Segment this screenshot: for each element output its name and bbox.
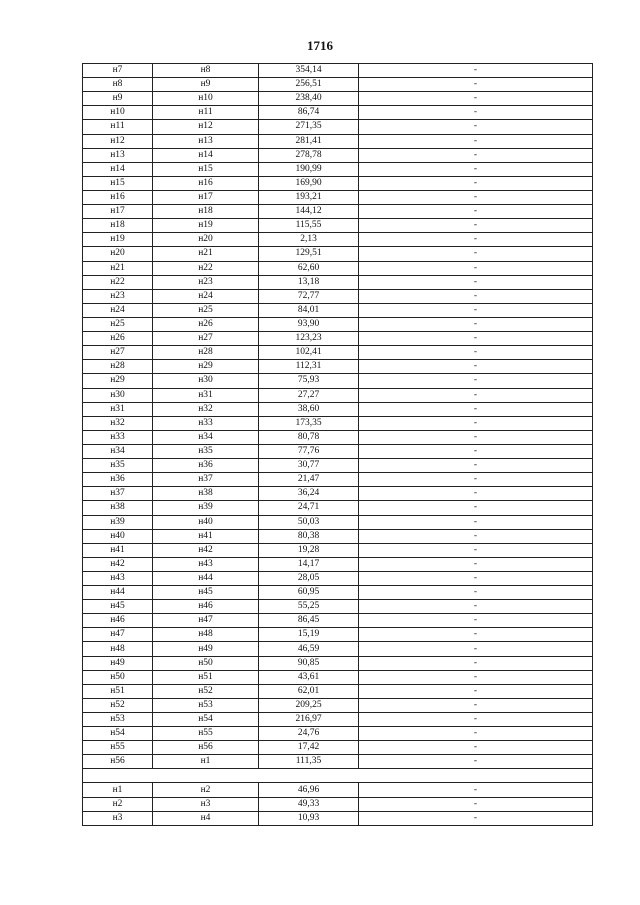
table-row bbox=[83, 148, 593, 162]
from-point-cell: н20 bbox=[83, 247, 153, 261]
length-cell: 86,45 bbox=[259, 614, 359, 628]
length-cell: 55,25 bbox=[259, 600, 359, 614]
to-point-cell: н10 bbox=[153, 92, 259, 106]
length-cell: 123,23 bbox=[259, 332, 359, 346]
table-row bbox=[83, 571, 593, 585]
to-point-cell: н50 bbox=[153, 656, 259, 670]
note-cell: - bbox=[359, 741, 593, 755]
length-cell: 49,33 bbox=[259, 797, 359, 811]
note-cell: - bbox=[359, 529, 593, 543]
table-row bbox=[83, 586, 593, 600]
note-cell: - bbox=[359, 727, 593, 741]
from-point-cell: н15 bbox=[83, 176, 153, 190]
note-cell: - bbox=[359, 374, 593, 388]
from-point-cell: н1 bbox=[83, 783, 153, 797]
from-point-cell: н16 bbox=[83, 190, 153, 204]
table-row bbox=[83, 134, 593, 148]
length-cell: 238,40 bbox=[259, 92, 359, 106]
table-row bbox=[83, 783, 593, 797]
note-cell: - bbox=[359, 275, 593, 289]
table-row bbox=[83, 78, 593, 92]
from-point-cell: н48 bbox=[83, 642, 153, 656]
to-point-cell: н37 bbox=[153, 473, 259, 487]
length-cell: 278,78 bbox=[259, 148, 359, 162]
note-cell: - bbox=[359, 614, 593, 628]
table-row bbox=[83, 430, 593, 444]
length-cell: 50,03 bbox=[259, 515, 359, 529]
from-point-cell: н39 bbox=[83, 515, 153, 529]
from-point-cell: н25 bbox=[83, 317, 153, 331]
length-cell: 36,24 bbox=[259, 487, 359, 501]
table-row bbox=[83, 374, 593, 388]
to-point-cell: н28 bbox=[153, 346, 259, 360]
from-point-cell: н23 bbox=[83, 289, 153, 303]
table-row bbox=[83, 261, 593, 275]
note-cell: - bbox=[359, 670, 593, 684]
table-row bbox=[83, 162, 593, 176]
length-cell: 190,99 bbox=[259, 162, 359, 176]
length-cell: 80,78 bbox=[259, 430, 359, 444]
table-row bbox=[83, 670, 593, 684]
note-cell: - bbox=[359, 317, 593, 331]
length-cell: 256,51 bbox=[259, 78, 359, 92]
table-row bbox=[83, 303, 593, 317]
to-point-cell: н24 bbox=[153, 289, 259, 303]
note-cell: - bbox=[359, 586, 593, 600]
length-cell: 80,38 bbox=[259, 529, 359, 543]
to-point-cell: н46 bbox=[153, 600, 259, 614]
table-row bbox=[83, 176, 593, 190]
from-point-cell: н7 bbox=[83, 64, 153, 78]
from-point-cell: н35 bbox=[83, 459, 153, 473]
to-point-cell: н33 bbox=[153, 416, 259, 430]
note-cell: - bbox=[359, 64, 593, 78]
to-point-cell: н54 bbox=[153, 713, 259, 727]
note-cell: - bbox=[359, 811, 593, 825]
note-cell: - bbox=[359, 303, 593, 317]
to-point-cell: н4 bbox=[153, 811, 259, 825]
from-point-cell: н47 bbox=[83, 628, 153, 642]
length-cell: 90,85 bbox=[259, 656, 359, 670]
note-cell: - bbox=[359, 698, 593, 712]
note-cell: - bbox=[359, 684, 593, 698]
length-cell: 281,41 bbox=[259, 134, 359, 148]
to-point-cell: н21 bbox=[153, 247, 259, 261]
from-point-cell: н55 bbox=[83, 741, 153, 755]
length-cell: 46,59 bbox=[259, 642, 359, 656]
from-point-cell: н41 bbox=[83, 543, 153, 557]
length-cell: 24,76 bbox=[259, 727, 359, 741]
length-cell: 84,01 bbox=[259, 303, 359, 317]
length-cell: 209,25 bbox=[259, 698, 359, 712]
length-cell: 19,28 bbox=[259, 543, 359, 557]
to-point-cell: н29 bbox=[153, 360, 259, 374]
note-cell: - bbox=[359, 656, 593, 670]
to-point-cell: н44 bbox=[153, 571, 259, 585]
from-point-cell: н18 bbox=[83, 219, 153, 233]
table-row bbox=[83, 557, 593, 571]
table-row bbox=[83, 332, 593, 346]
table-row bbox=[83, 755, 593, 769]
to-point-cell: н14 bbox=[153, 148, 259, 162]
table-row bbox=[83, 797, 593, 811]
from-point-cell: н54 bbox=[83, 727, 153, 741]
to-point-cell: н53 bbox=[153, 698, 259, 712]
from-point-cell: н9 bbox=[83, 92, 153, 106]
to-point-cell: н56 bbox=[153, 741, 259, 755]
to-point-cell: н47 bbox=[153, 614, 259, 628]
to-point-cell: н16 bbox=[153, 176, 259, 190]
to-point-cell: н25 bbox=[153, 303, 259, 317]
note-cell: - bbox=[359, 219, 593, 233]
to-point-cell: н49 bbox=[153, 642, 259, 656]
from-point-cell: н31 bbox=[83, 402, 153, 416]
table-row bbox=[83, 515, 593, 529]
from-point-cell: н22 bbox=[83, 275, 153, 289]
table-row bbox=[83, 219, 593, 233]
table-row bbox=[83, 614, 593, 628]
table-row bbox=[83, 247, 593, 261]
length-cell: 27,27 bbox=[259, 388, 359, 402]
from-point-cell: н45 bbox=[83, 600, 153, 614]
length-cell: 93,90 bbox=[259, 317, 359, 331]
length-cell: 10,93 bbox=[259, 811, 359, 825]
table-row bbox=[83, 190, 593, 204]
to-point-cell: н19 bbox=[153, 219, 259, 233]
note-cell: - bbox=[359, 120, 593, 134]
note-cell: - bbox=[359, 755, 593, 769]
to-point-cell: н3 bbox=[153, 797, 259, 811]
length-cell: 62,01 bbox=[259, 684, 359, 698]
to-point-cell: н2 bbox=[153, 783, 259, 797]
table-row bbox=[83, 402, 593, 416]
note-cell: - bbox=[359, 388, 593, 402]
table-row bbox=[83, 698, 593, 712]
to-point-cell: н17 bbox=[153, 190, 259, 204]
note-cell: - bbox=[359, 106, 593, 120]
from-point-cell: н10 bbox=[83, 106, 153, 120]
note-cell: - bbox=[359, 571, 593, 585]
from-point-cell: н44 bbox=[83, 586, 153, 600]
from-point-cell: н14 bbox=[83, 162, 153, 176]
to-point-cell: н32 bbox=[153, 402, 259, 416]
length-cell: 14,17 bbox=[259, 557, 359, 571]
note-cell: - bbox=[359, 430, 593, 444]
table-row bbox=[83, 205, 593, 219]
length-cell: 354,14 bbox=[259, 64, 359, 78]
length-cell: 30,77 bbox=[259, 459, 359, 473]
to-point-cell: н27 bbox=[153, 332, 259, 346]
from-point-cell: н13 bbox=[83, 148, 153, 162]
length-cell: 193,21 bbox=[259, 190, 359, 204]
to-point-cell: н26 bbox=[153, 317, 259, 331]
table-row bbox=[83, 416, 593, 430]
table-row bbox=[83, 388, 593, 402]
length-cell: 21,47 bbox=[259, 473, 359, 487]
table-row bbox=[83, 529, 593, 543]
note-cell: - bbox=[359, 557, 593, 571]
length-cell: 24,71 bbox=[259, 501, 359, 515]
from-point-cell: н36 bbox=[83, 473, 153, 487]
note-cell: - bbox=[359, 783, 593, 797]
note-cell: - bbox=[359, 642, 593, 656]
to-point-cell: н42 bbox=[153, 543, 259, 557]
table-row bbox=[83, 233, 593, 247]
note-cell: - bbox=[359, 543, 593, 557]
note-cell: - bbox=[359, 332, 593, 346]
length-cell: 86,74 bbox=[259, 106, 359, 120]
table-row bbox=[83, 642, 593, 656]
table-row bbox=[83, 600, 593, 614]
from-point-cell: н42 bbox=[83, 557, 153, 571]
length-cell: 112,31 bbox=[259, 360, 359, 374]
note-cell: - bbox=[359, 92, 593, 106]
table-row bbox=[83, 106, 593, 120]
from-point-cell: н52 bbox=[83, 698, 153, 712]
table-row bbox=[83, 360, 593, 374]
from-point-cell: н28 bbox=[83, 360, 153, 374]
table-row bbox=[83, 275, 593, 289]
from-point-cell: н33 bbox=[83, 430, 153, 444]
table-row bbox=[83, 459, 593, 473]
to-point-cell: н9 bbox=[153, 78, 259, 92]
to-point-cell: н23 bbox=[153, 275, 259, 289]
table-row bbox=[83, 684, 593, 698]
table-row bbox=[83, 346, 593, 360]
length-cell: 60,95 bbox=[259, 586, 359, 600]
note-cell: - bbox=[359, 360, 593, 374]
table-row bbox=[83, 656, 593, 670]
to-point-cell: н15 bbox=[153, 162, 259, 176]
to-point-cell: н11 bbox=[153, 106, 259, 120]
to-point-cell: н41 bbox=[153, 529, 259, 543]
length-cell: 111,35 bbox=[259, 755, 359, 769]
table-row bbox=[83, 473, 593, 487]
table-row bbox=[83, 487, 593, 501]
table-row bbox=[83, 543, 593, 557]
length-cell: 144,12 bbox=[259, 205, 359, 219]
to-point-cell: н22 bbox=[153, 261, 259, 275]
from-point-cell: н40 bbox=[83, 529, 153, 543]
note-cell: - bbox=[359, 402, 593, 416]
from-point-cell: н46 bbox=[83, 614, 153, 628]
length-cell: 15,19 bbox=[259, 628, 359, 642]
from-point-cell: н8 bbox=[83, 78, 153, 92]
from-point-cell: н3 bbox=[83, 811, 153, 825]
from-point-cell: н37 bbox=[83, 487, 153, 501]
to-point-cell: н1 bbox=[153, 755, 259, 769]
to-point-cell: н30 bbox=[153, 374, 259, 388]
to-point-cell: н51 bbox=[153, 670, 259, 684]
table-row bbox=[83, 727, 593, 741]
length-cell: 129,51 bbox=[259, 247, 359, 261]
note-cell: - bbox=[359, 487, 593, 501]
page-number: 1716 bbox=[307, 38, 333, 53]
to-point-cell: н52 bbox=[153, 684, 259, 698]
length-cell: 46,96 bbox=[259, 783, 359, 797]
length-cell: 77,76 bbox=[259, 444, 359, 458]
note-cell: - bbox=[359, 162, 593, 176]
table-row bbox=[83, 92, 593, 106]
length-cell: 28,05 bbox=[259, 571, 359, 585]
from-point-cell: н11 bbox=[83, 120, 153, 134]
note-cell: - bbox=[359, 416, 593, 430]
to-point-cell: н43 bbox=[153, 557, 259, 571]
from-point-cell: н53 bbox=[83, 713, 153, 727]
table-row bbox=[83, 501, 593, 515]
from-point-cell: н26 bbox=[83, 332, 153, 346]
table-row bbox=[83, 317, 593, 331]
to-point-cell: н38 bbox=[153, 487, 259, 501]
table-row bbox=[83, 64, 593, 78]
to-point-cell: н40 bbox=[153, 515, 259, 529]
note-cell: - bbox=[359, 134, 593, 148]
table-row bbox=[83, 628, 593, 642]
note-cell: - bbox=[359, 346, 593, 360]
note-cell: - bbox=[359, 515, 593, 529]
to-point-cell: н36 bbox=[153, 459, 259, 473]
note-cell: - bbox=[359, 797, 593, 811]
to-point-cell: н31 bbox=[153, 388, 259, 402]
to-point-cell: н39 bbox=[153, 501, 259, 515]
from-point-cell: н21 bbox=[83, 261, 153, 275]
note-cell: - bbox=[359, 261, 593, 275]
from-point-cell: н30 bbox=[83, 388, 153, 402]
from-point-cell: н2 bbox=[83, 797, 153, 811]
length-cell: 43,61 bbox=[259, 670, 359, 684]
note-cell: - bbox=[359, 600, 593, 614]
to-point-cell: н20 bbox=[153, 233, 259, 247]
note-cell: - bbox=[359, 713, 593, 727]
from-point-cell: н12 bbox=[83, 134, 153, 148]
length-cell: 271,35 bbox=[259, 120, 359, 134]
length-cell: 62,60 bbox=[259, 261, 359, 275]
from-point-cell: н43 bbox=[83, 571, 153, 585]
note-cell: - bbox=[359, 289, 593, 303]
length-cell: 38,60 bbox=[259, 402, 359, 416]
from-point-cell: н56 bbox=[83, 755, 153, 769]
note-cell: - bbox=[359, 628, 593, 642]
note-cell: - bbox=[359, 247, 593, 261]
from-point-cell: н34 bbox=[83, 444, 153, 458]
table-row bbox=[83, 713, 593, 727]
from-point-cell: н51 bbox=[83, 684, 153, 698]
from-point-cell: н27 bbox=[83, 346, 153, 360]
table-row bbox=[83, 444, 593, 458]
note-cell: - bbox=[359, 190, 593, 204]
note-cell: - bbox=[359, 78, 593, 92]
length-cell: 13,18 bbox=[259, 275, 359, 289]
to-point-cell: н13 bbox=[153, 134, 259, 148]
note-cell: - bbox=[359, 205, 593, 219]
to-point-cell: н18 bbox=[153, 205, 259, 219]
to-point-cell: н55 bbox=[153, 727, 259, 741]
length-cell: 173,35 bbox=[259, 416, 359, 430]
to-point-cell: н12 bbox=[153, 120, 259, 134]
table-row bbox=[83, 811, 593, 825]
from-point-cell: н32 bbox=[83, 416, 153, 430]
length-cell: 75,93 bbox=[259, 374, 359, 388]
from-point-cell: н17 bbox=[83, 205, 153, 219]
from-point-cell: н29 bbox=[83, 374, 153, 388]
length-cell: 169,90 bbox=[259, 176, 359, 190]
note-cell: - bbox=[359, 473, 593, 487]
note-cell: - bbox=[359, 176, 593, 190]
length-cell: 2,13 bbox=[259, 233, 359, 247]
length-cell: 216,97 bbox=[259, 713, 359, 727]
note-cell: - bbox=[359, 233, 593, 247]
table-row bbox=[83, 120, 593, 134]
from-point-cell: н19 bbox=[83, 233, 153, 247]
length-cell: 72,77 bbox=[259, 289, 359, 303]
table-gap-row bbox=[83, 769, 593, 783]
to-point-cell: н45 bbox=[153, 586, 259, 600]
table-row bbox=[83, 289, 593, 303]
note-cell: - bbox=[359, 501, 593, 515]
from-point-cell: н24 bbox=[83, 303, 153, 317]
length-cell: 102,41 bbox=[259, 346, 359, 360]
note-cell: - bbox=[359, 444, 593, 458]
note-cell: - bbox=[359, 459, 593, 473]
length-cell: 17,42 bbox=[259, 741, 359, 755]
note-cell: - bbox=[359, 148, 593, 162]
table-gap-cell bbox=[83, 769, 593, 783]
boundary-segments-table bbox=[82, 63, 593, 826]
to-point-cell: н34 bbox=[153, 430, 259, 444]
from-point-cell: н49 bbox=[83, 656, 153, 670]
from-point-cell: н38 bbox=[83, 501, 153, 515]
length-cell: 115,55 bbox=[259, 219, 359, 233]
from-point-cell: н50 bbox=[83, 670, 153, 684]
to-point-cell: н35 bbox=[153, 444, 259, 458]
to-point-cell: н48 bbox=[153, 628, 259, 642]
to-point-cell: н8 bbox=[153, 64, 259, 78]
table-row bbox=[83, 741, 593, 755]
